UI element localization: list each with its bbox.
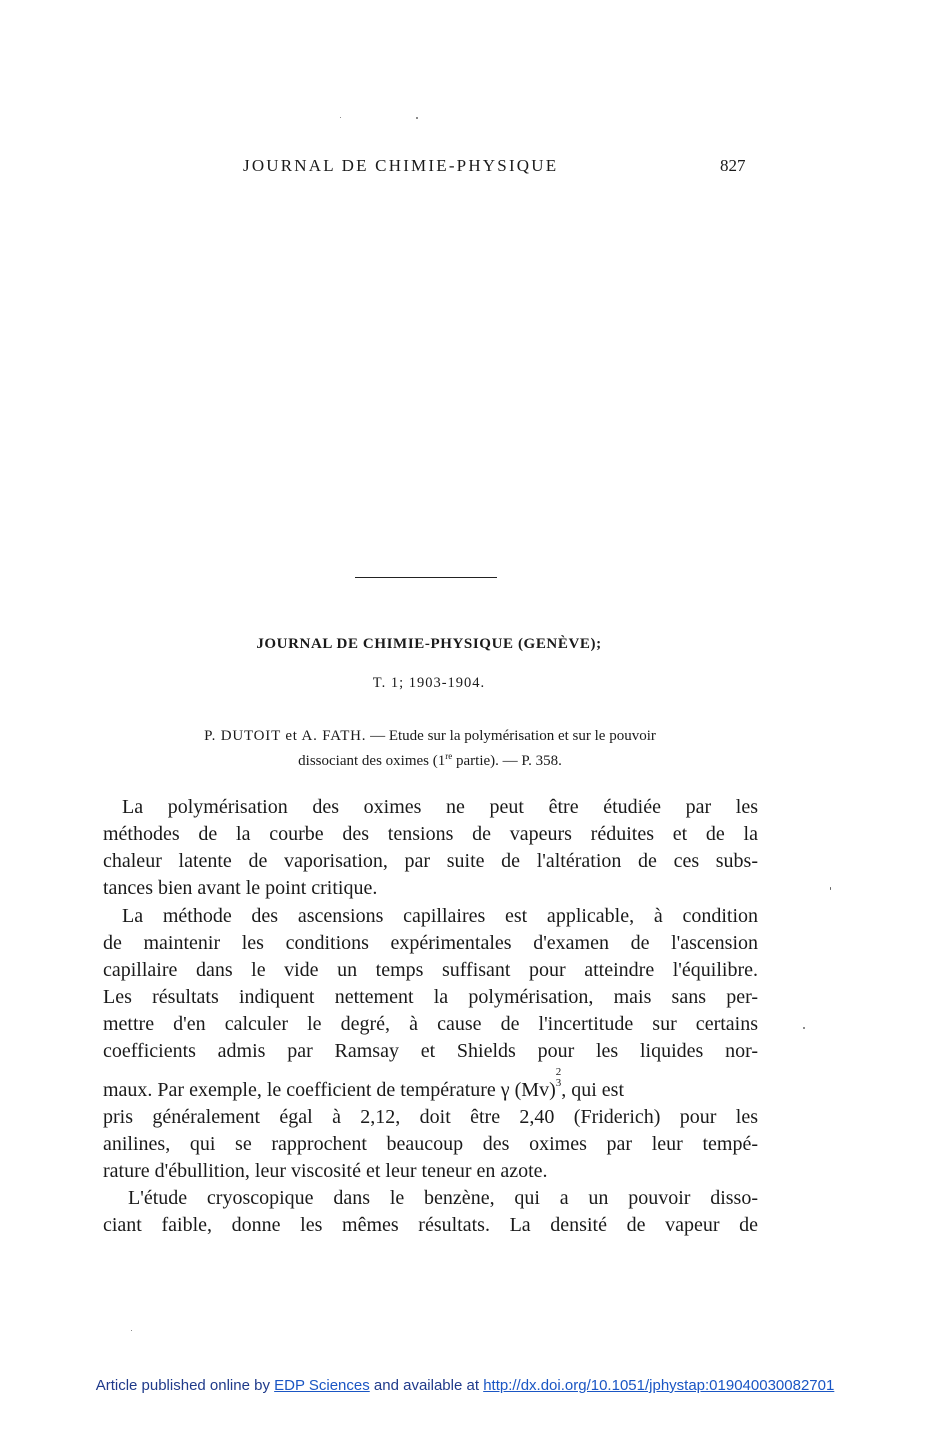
body-line: chaleur latente de vaporisation, par suite de l'altération de ces subs- <box>103 850 758 872</box>
citation-line-1 <box>130 726 730 746</box>
page-number: 827 <box>720 156 746 175</box>
scan-speck <box>803 1027 805 1029</box>
citation-part-sup: re <box>445 751 453 761</box>
body-line: coefficients admis par Ramsay et Shields pour les liquides nor- <box>103 1040 758 1062</box>
formula-text-after: , qui est <box>561 1079 625 1101</box>
body-line: mettre d'en calculer le degré, à cause de l'incertitude sur certains <box>103 1013 758 1035</box>
section-title: JOURNAL DE CHIMIE-PHYSIQUE (GENÈVE); <box>256 636 602 652</box>
citation-dash: — <box>370 728 386 744</box>
body-line: méthodes de la courbe des tensions de vapeurs réduites et de la <box>103 823 758 845</box>
body-line: de maintenir les conditions expérimentales d'examen de l'ascension <box>103 932 758 954</box>
scan-speck <box>416 117 418 119</box>
exponent-denominator: 3 <box>555 1077 562 1089</box>
scan-speck <box>131 1330 132 1331</box>
doi-link[interactable]: http://dx.doi.org/10.1051/jphystap:019040030082701 <box>483 1377 835 1394</box>
citation-authors: P. DUTOIT et A. FATH. <box>204 728 367 744</box>
running-title: JOURNAL DE CHIMIE-PHYSIQUE <box>243 156 559 175</box>
citation-title-2-end: partie). — P. 358. <box>456 753 562 769</box>
exponent-numerator: 2 <box>555 1066 562 1078</box>
footer-prefix: Article published online by <box>95 1377 270 1394</box>
body-line: pris généralement égal à 2,12, doit être 2,40 (Friderich) pour les <box>103 1106 758 1128</box>
body-line: ciant faible, donne les mêmes résultats. La densité de vapeur de <box>103 1214 758 1236</box>
body-line: L'étude cryoscopique dans le benzène, qui a un pouvoir disso- <box>128 1187 758 1209</box>
body-line: La méthode des ascensions capillaires est applicable, à condition <box>122 905 758 927</box>
body-line: La polymérisation des oximes ne peut être étudiée par les <box>122 796 758 818</box>
formula-text-before: maux. Par exemple, le coefficient de température γ (Mv) <box>103 1079 556 1101</box>
footer-middle: and available at <box>373 1377 480 1394</box>
body-line: tances bien avant le point critique. <box>103 877 378 899</box>
publication-footer <box>0 1377 930 1394</box>
body-line-formula <box>103 1066 758 1104</box>
volume-info: T. 1; 1903-1904. <box>372 675 486 691</box>
body-line: anilines, qui se rapprochent beaucoup des oximes par leur tempé- <box>103 1133 758 1155</box>
formula-exponent <box>556 1067 562 1089</box>
scan-speck <box>830 887 831 890</box>
scan-speck <box>340 117 341 118</box>
publisher-link[interactable]: EDP Sciences <box>274 1377 370 1394</box>
citation-title-1: Etude sur la polymérisation et sur le pouvoir <box>388 728 656 744</box>
body-line: rature d'ébullition, leur viscosité et leur teneur en azote. <box>103 1160 548 1182</box>
citation-title-2: dissociant des oximes (1 <box>298 753 446 769</box>
article-citation <box>130 726 730 771</box>
body-line: capillaire dans le vide un temps suffisant pour atteindre l'équilibre. <box>103 959 758 981</box>
citation-line-2 <box>130 746 730 771</box>
section-divider <box>355 577 497 578</box>
body-line: Les résultats indiquent nettement la polymérisation, mais sans per- <box>103 986 758 1008</box>
